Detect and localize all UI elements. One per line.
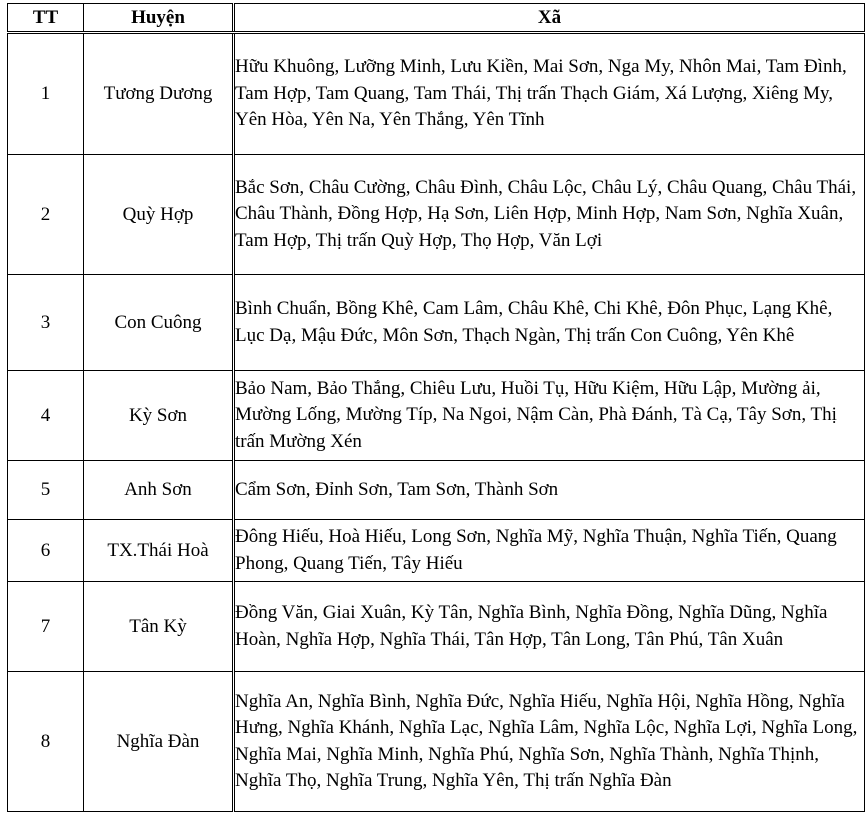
district-name: Nghĩa Đàn	[84, 672, 234, 812]
header-tt: TT	[8, 4, 84, 33]
commune-list: Bảo Nam, Bảo Thắng, Chiêu Lưu, Huồi Tụ, Hữu Kiệm, Hữu Lập, Mường ải, Mường Lống, Mường Típ, Na Ngoi, Nậm Càn, Phà Đánh, Tà Cạ, Tây Sơn, Thị trấn Mường Xén	[234, 371, 865, 461]
district-name: Kỳ Sơn	[84, 371, 234, 461]
row-number: 7	[8, 582, 84, 672]
commune-list: Bình Chuẩn, Bồng Khê, Cam Lâm, Châu Khê, Chi Khê, Đôn Phục, Lạng Khê, Lục Dạ, Mậu Đức, Môn Sơn, Thạch Ngàn, Thị trấn Con Cuông, Yên Khê	[234, 275, 865, 371]
commune-list: Nghĩa An, Nghĩa Bình, Nghĩa Đức, Nghĩa Hiếu, Nghĩa Hội, Nghĩa Hồng, Nghĩa Hưng, Nghĩa Khánh, Nghĩa Lạc, Nghĩa Lâm, Nghĩa Lộc, Nghĩa Lợi, Nghĩa Long, Nghĩa Mai, Nghĩa Minh, Nghĩa Phú, Nghĩa Sơn, Nghĩa Thành, Nghĩa Thịnh, Nghĩa Thọ, Nghĩa Trung, Nghĩa Yên, Thị trấn Nghĩa Đàn	[234, 672, 865, 812]
row-number: 3	[8, 275, 84, 371]
district-commune-table	[7, 3, 865, 812]
district-name: Tân Kỳ	[84, 582, 234, 672]
header-row	[8, 4, 865, 33]
row-number: 5	[8, 461, 84, 520]
header-huyen: Huyện	[84, 4, 234, 33]
header-xa: Xã	[234, 4, 865, 33]
row-number: 2	[8, 155, 84, 275]
row-number: 1	[8, 33, 84, 155]
table-row	[8, 155, 865, 275]
commune-list: Đồng Văn, Giai Xuân, Kỳ Tân, Nghĩa Bình, Nghĩa Đồng, Nghĩa Dũng, Nghĩa Hoàn, Nghĩa Hợp, Nghĩa Thái, Tân Hợp, Tân Long, Tân Phú, Tân Xuân	[234, 582, 865, 672]
table-row	[8, 520, 865, 582]
row-number: 4	[8, 371, 84, 461]
table-row	[8, 371, 865, 461]
district-name: TX.Thái Hoà	[84, 520, 234, 582]
district-name: Anh Sơn	[84, 461, 234, 520]
commune-list: Bắc Sơn, Châu Cường, Châu Đình, Châu Lộc, Châu Lý, Châu Quang, Châu Thái, Châu Thành, Đồng Hợp, Hạ Sơn, Liên Hợp, Minh Hợp, Nam Sơn, Nghĩa Xuân, Tam Hợp, Thị trấn Quỳ Hợp, Thọ Hợp, Văn Lợi	[234, 155, 865, 275]
table-row	[8, 672, 865, 812]
row-number: 6	[8, 520, 84, 582]
district-name: Con Cuông	[84, 275, 234, 371]
commune-list: Đông Hiếu, Hoà Hiếu, Long Sơn, Nghĩa Mỹ, Nghĩa Thuận, Nghĩa Tiến, Quang Phong, Quang Tiến, Tây Hiếu	[234, 520, 865, 582]
table-row	[8, 275, 865, 371]
commune-list: Cẩm Sơn, Đỉnh Sơn, Tam Sơn, Thành Sơn	[234, 461, 865, 520]
table-row	[8, 461, 865, 520]
commune-list: Hữu Khuông, Lưỡng Minh, Lưu Kiền, Mai Sơn, Nga My, Nhôn Mai, Tam Đình, Tam Hợp, Tam Quang, Tam Thái, Thị trấn Thạch Giám, Xá Lượng, Xiêng My, Yên Hòa, Yên Na, Yên Thắng, Yên Tĩnh	[234, 33, 865, 155]
row-number: 8	[8, 672, 84, 812]
district-name: Tương Dương	[84, 33, 234, 155]
table-row	[8, 33, 865, 155]
table-row	[8, 582, 865, 672]
district-name: Quỳ Hợp	[84, 155, 234, 275]
